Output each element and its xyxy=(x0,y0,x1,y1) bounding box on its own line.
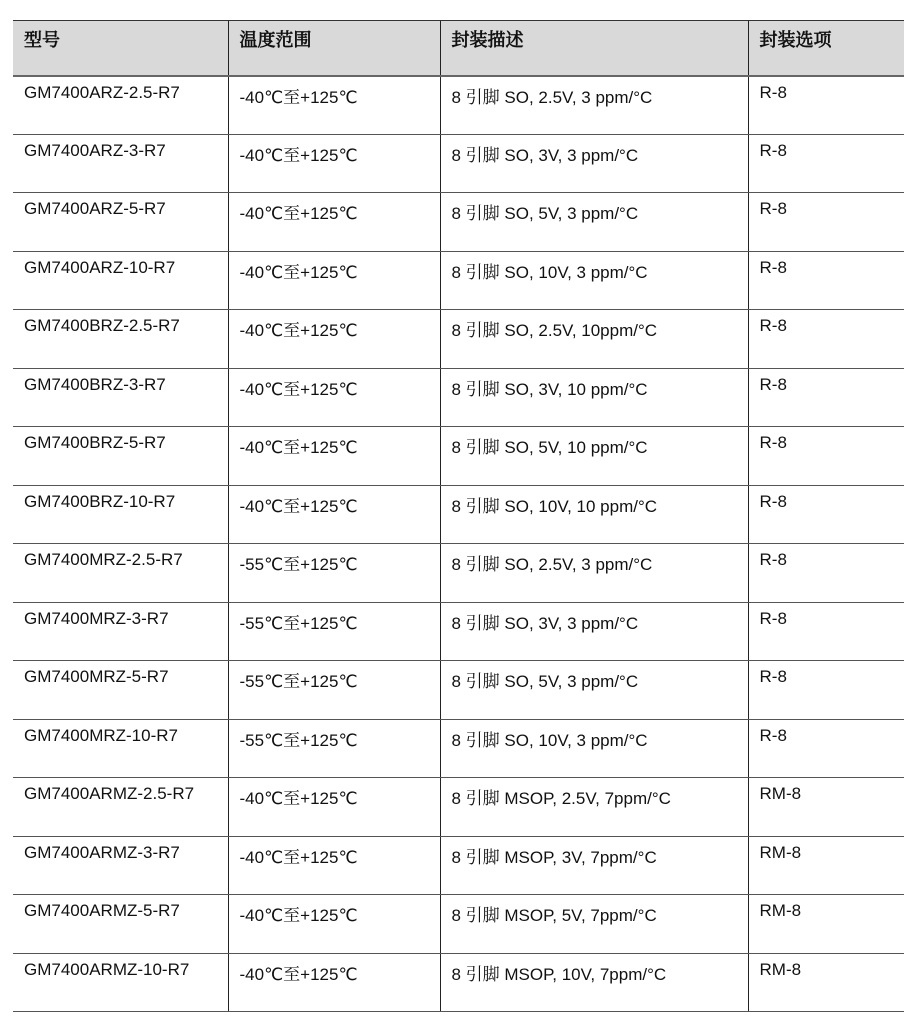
cell-temperature-range: -40℃至+125℃ xyxy=(228,368,440,427)
table-row xyxy=(13,193,904,252)
cell-temperature-range: -55℃至+125℃ xyxy=(228,719,440,778)
table-row xyxy=(13,544,904,603)
cell-model: GM7400ARMZ-10-R7 xyxy=(13,953,228,1012)
cell-temperature-range: -40℃至+125℃ xyxy=(228,193,440,252)
cell-package-option: R-8 xyxy=(748,251,904,310)
table-row xyxy=(13,895,904,954)
cell-model: GM7400BRZ-10-R7 xyxy=(13,485,228,544)
cell-package-option: R-8 xyxy=(748,719,904,778)
cell-package-description: 8 引脚 SO, 10V, 10 ppm/°C xyxy=(440,485,748,544)
cell-temperature-range: -40℃至+125℃ xyxy=(228,134,440,193)
cell-package-description: 8 引脚 SO, 5V, 10 ppm/°C xyxy=(440,427,748,486)
cell-package-description: 8 引脚 SO, 10V, 3 ppm/°C xyxy=(440,719,748,778)
cell-temperature-range: -55℃至+125℃ xyxy=(228,661,440,720)
table-row xyxy=(13,76,904,135)
cell-package-option: RM-8 xyxy=(748,953,904,1012)
cell-temperature-range: -40℃至+125℃ xyxy=(228,251,440,310)
table-row xyxy=(13,368,904,427)
cell-model: GM7400ARZ-2.5-R7 xyxy=(13,76,228,135)
cell-package-option: R-8 xyxy=(748,544,904,603)
cell-package-option: R-8 xyxy=(748,485,904,544)
header-temperature-range: 温度范围 xyxy=(228,21,440,76)
cell-package-option: R-8 xyxy=(748,193,904,252)
cell-model: GM7400ARZ-10-R7 xyxy=(13,251,228,310)
cell-temperature-range: -40℃至+125℃ xyxy=(228,836,440,895)
cell-temperature-range: -40℃至+125℃ xyxy=(228,778,440,837)
cell-package-option: R-8 xyxy=(748,427,904,486)
cell-model: GM7400BRZ-3-R7 xyxy=(13,368,228,427)
header-row xyxy=(13,21,904,76)
cell-model: GM7400ARMZ-5-R7 xyxy=(13,895,228,954)
cell-temperature-range: -40℃至+125℃ xyxy=(228,310,440,369)
table-row xyxy=(13,427,904,486)
cell-temperature-range: -55℃至+125℃ xyxy=(228,602,440,661)
cell-package-description: 8 引脚 SO, 2.5V, 3 ppm/°C xyxy=(440,544,748,603)
cell-model: GM7400MRZ-10-R7 xyxy=(13,719,228,778)
cell-package-description: 8 引脚 SO, 3V, 3 ppm/°C xyxy=(440,602,748,661)
cell-package-option: RM-8 xyxy=(748,895,904,954)
cell-package-option: RM-8 xyxy=(748,778,904,837)
cell-temperature-range: -40℃至+125℃ xyxy=(228,953,440,1012)
cell-package-description: 8 引脚 SO, 5V, 3 ppm/°C xyxy=(440,193,748,252)
cell-package-description: 8 引脚 SO, 10V, 3 ppm/°C xyxy=(440,251,748,310)
table-row xyxy=(13,836,904,895)
table-row xyxy=(13,134,904,193)
cell-model: GM7400MRZ-2.5-R7 xyxy=(13,544,228,603)
cell-model: GM7400BRZ-5-R7 xyxy=(13,427,228,486)
table-row xyxy=(13,310,904,369)
table-row xyxy=(13,778,904,837)
cell-package-description: 8 引脚 SO, 3V, 10 ppm/°C xyxy=(440,368,748,427)
cell-package-description: 8 引脚 SO, 2.5V, 10ppm/°C xyxy=(440,310,748,369)
cell-package-description: 8 引脚 SO, 5V, 3 ppm/°C xyxy=(440,661,748,720)
table-row xyxy=(13,661,904,720)
table-row xyxy=(13,953,904,1012)
cell-model: GM7400ARZ-3-R7 xyxy=(13,134,228,193)
cell-model: GM7400MRZ-5-R7 xyxy=(13,661,228,720)
cell-model: GM7400ARMZ-3-R7 xyxy=(13,836,228,895)
table-row xyxy=(13,602,904,661)
cell-package-option: R-8 xyxy=(748,602,904,661)
table-row xyxy=(13,485,904,544)
cell-temperature-range: -40℃至+125℃ xyxy=(228,895,440,954)
header-package-option: 封装选项 xyxy=(748,21,904,76)
cell-package-option: RM-8 xyxy=(748,836,904,895)
cell-package-description: 8 引脚 SO, 2.5V, 3 ppm/°C xyxy=(440,76,748,135)
cell-temperature-range: -40℃至+125℃ xyxy=(228,76,440,135)
cell-package-option: R-8 xyxy=(748,134,904,193)
cell-model: GM7400BRZ-2.5-R7 xyxy=(13,310,228,369)
cell-temperature-range: -55℃至+125℃ xyxy=(228,544,440,603)
cell-model: GM7400ARMZ-2.5-R7 xyxy=(13,778,228,837)
cell-package-option: R-8 xyxy=(748,368,904,427)
cell-model: GM7400MRZ-3-R7 xyxy=(13,602,228,661)
cell-package-option: R-8 xyxy=(748,661,904,720)
cell-package-description: 8 引脚 MSOP, 5V, 7ppm/°C xyxy=(440,895,748,954)
ordering-table xyxy=(13,20,904,1012)
table-body xyxy=(13,76,904,1012)
cell-package-description: 8 引脚 MSOP, 3V, 7ppm/°C xyxy=(440,836,748,895)
cell-package-option: R-8 xyxy=(748,76,904,135)
table-row xyxy=(13,251,904,310)
cell-temperature-range: -40℃至+125℃ xyxy=(228,427,440,486)
header-model: 型号 xyxy=(13,21,228,76)
cell-package-description: 8 引脚 MSOP, 2.5V, 7ppm/°C xyxy=(440,778,748,837)
cell-temperature-range: -40℃至+125℃ xyxy=(228,485,440,544)
cell-package-description: 8 引脚 MSOP, 10V, 7ppm/°C xyxy=(440,953,748,1012)
table-row xyxy=(13,719,904,778)
cell-package-option: R-8 xyxy=(748,310,904,369)
cell-package-description: 8 引脚 SO, 3V, 3 ppm/°C xyxy=(440,134,748,193)
cell-model: GM7400ARZ-5-R7 xyxy=(13,193,228,252)
header-package-description: 封装描述 xyxy=(440,21,748,76)
